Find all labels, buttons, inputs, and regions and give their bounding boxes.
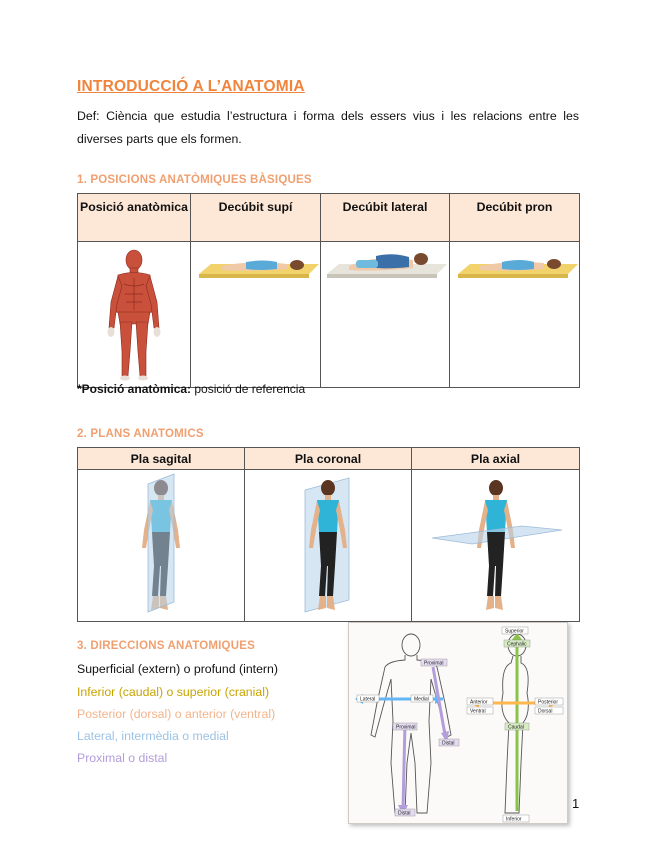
col-pla-sagital: Pla sagital	[78, 448, 245, 470]
axial-plane-image	[412, 470, 580, 622]
col-pla-axial: Pla axial	[412, 448, 580, 470]
label-medial: Medial	[414, 696, 429, 703]
label-proximal-mid: Proximal	[396, 724, 416, 731]
section-2-heading: 2. PLANS ANATOMICS	[77, 428, 204, 440]
label-lateral: Lateral	[360, 696, 376, 703]
label-cephalic: Cephalic	[507, 641, 527, 648]
page-title: INTRODUCCIÓ A L’ANATOMIA	[77, 78, 305, 95]
sagittal-plane-image	[78, 470, 245, 622]
direction-inferior-superior: Inferior (caudal) o superior (cranial)	[77, 685, 270, 699]
col-posicio-anatomica: Posició anatòmica	[78, 194, 191, 242]
direction-lateral-medial: Lateral, intermèdia o medial	[77, 729, 229, 743]
label-anterior: Anterior	[470, 699, 488, 706]
note-text: posició de referencia	[191, 382, 306, 396]
label-distal-leg: Distal	[398, 810, 411, 817]
label-superior: Superior	[505, 628, 524, 635]
label-inferior: Inferior	[506, 816, 522, 823]
section-3-heading: 3. DIRECCIONS ANATOMIQUES	[77, 640, 255, 652]
direction-superficial-profund: Superficial (extern) o profund (intern)	[77, 662, 278, 676]
page-number: 1	[572, 796, 580, 811]
col-pla-coronal: Pla coronal	[245, 448, 412, 470]
label-dorsal: Dorsal	[538, 708, 553, 715]
planes-table	[77, 447, 580, 622]
supine-position-image	[191, 242, 321, 388]
anatomical-directions-figure	[348, 622, 568, 824]
direction-proximal-distal: Proximal o distal	[77, 751, 168, 765]
col-decubit-pron: Decúbit pron	[450, 194, 580, 242]
section-1-heading: 1. POSICIONS ANATÒMIQUES BÀSIQUES	[77, 174, 312, 186]
direction-posterior-anterior: Posterior (dorsal) o anterior (ventral)	[77, 707, 276, 721]
lateral-position-image	[321, 242, 450, 388]
anatomical-position-note	[77, 382, 305, 396]
label-ventral: Ventral	[470, 708, 486, 715]
note-bold: *Posició anatòmica:	[77, 382, 192, 396]
positions-table	[77, 193, 580, 388]
col-decubit-lateral: Decúbit lateral	[321, 194, 450, 242]
label-posterior: Posterior	[538, 699, 559, 706]
coronal-plane-image	[245, 470, 412, 622]
col-decubit-supi: Decúbit supí	[191, 194, 321, 242]
label-proximal-top: Proximal	[424, 660, 444, 667]
label-distal-arm: Distal	[442, 740, 455, 747]
prone-position-image	[450, 242, 580, 388]
label-caudal: Caudal	[508, 724, 524, 731]
anatomical-position-image	[78, 242, 191, 388]
definition-text: Def: Ciència que estudia l’estructura i forma dels essers vius i les relacions entre les diverses parts que els formen.	[77, 109, 579, 146]
